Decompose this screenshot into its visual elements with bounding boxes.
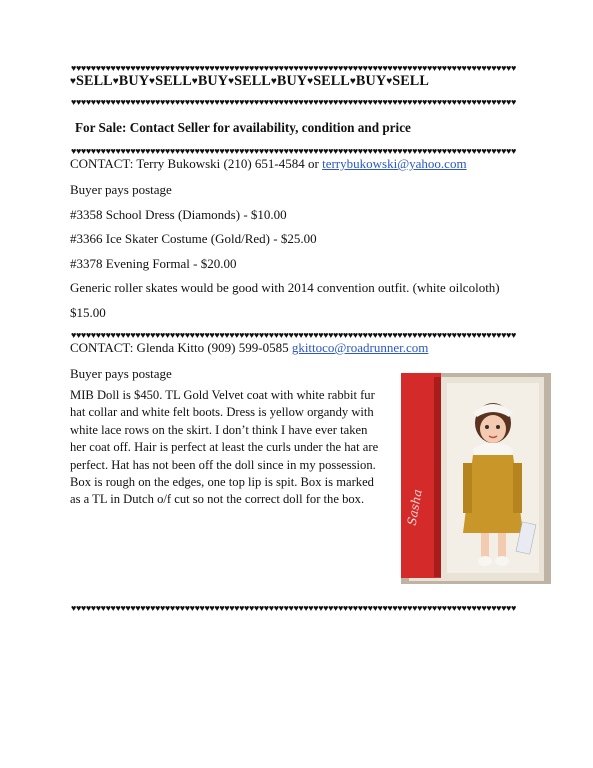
- listing1-item-3378: #3378 Evening Formal - $20.00: [70, 256, 237, 271]
- banner-heart-icon: ♥: [191, 76, 198, 87]
- banner-word: BUY: [276, 73, 308, 89]
- listing1-contact-text: CONTACT: Terry Bukowski (210) 651-4584 or: [70, 156, 323, 171]
- banner-word: SELL: [76, 73, 113, 89]
- listing1-item-skates: Generic roller skates would be good with 2014 convention outfit. (white oilcoloth): [70, 280, 500, 295]
- listing2-description: MIB Doll is $450. TL Gold Velvet coat with white rabbit fur hat collar and white felt boots. Dress is yellow organdy with white lace rows on the skirt. I don’t think I have ever taken her coat off. Hair is perfect at least the curls under the hat are perfect. Hat has not been off the doll since in my possession. Box is rough on the edges, one top lip is spit. Box is marked as a TL in Dutch o/f cut so not the correct doll for the box.: [70, 388, 379, 507]
- sell-buy-banner: [70, 72, 530, 91]
- banner-heart-icon: ♥: [70, 76, 77, 87]
- heart-divider-top: ♥♥♥♥♥♥♥♥♥♥♥♥♥♥♥♥♥♥♥♥♥♥♥♥♥♥♥♥♥♥♥♥♥♥♥♥♥♥♥♥♥♥♥♥♥♥♥♥♥♥♥♥♥♥♥♥♥♥♥♥♥♥♥♥♥♥♥♥♥♥♥♥♥♥♥♥♥♥♥♥♥♥♥♥♥♥♥♥♥♥: [71, 63, 516, 73]
- listing1-contact: [70, 156, 467, 172]
- listing1-email-link[interactable]: terrybukowski@yahoo.com: [322, 156, 467, 171]
- heart-divider-bottom: ♥♥♥♥♥♥♥♥♥♥♥♥♥♥♥♥♥♥♥♥♥♥♥♥♥♥♥♥♥♥♥♥♥♥♥♥♥♥♥♥♥♥♥♥♥♥♥♥♥♥♥♥♥♥♥♥♥♥♥♥♥♥♥♥♥♥♥♥♥♥♥♥♥♥♥♥♥♥♥♥♥♥♥♥♥♥♥♥♥♥: [71, 603, 516, 613]
- box-script-label: Sasha: [404, 488, 425, 527]
- listing1-skates-price: $15.00: [70, 305, 106, 320]
- banner-heart-icon: ♥: [307, 76, 314, 87]
- banner-word: BUY: [197, 73, 229, 89]
- banner-heart-icon: ♥: [112, 76, 119, 87]
- banner-heart-icon: ♥: [228, 76, 235, 87]
- listing2-contact: [70, 340, 428, 356]
- listing1-item-3366: #3366 Ice Skater Costume (Gold/Red) - $25.00: [70, 231, 317, 246]
- banner-heart-icon: ♥: [270, 76, 277, 87]
- heart-divider-2: ♥♥♥♥♥♥♥♥♥♥♥♥♥♥♥♥♥♥♥♥♥♥♥♥♥♥♥♥♥♥♥♥♥♥♥♥♥♥♥♥♥♥♥♥♥♥♥♥♥♥♥♥♥♥♥♥♥♥♥♥♥♥♥♥♥♥♥♥♥♥♥♥♥♥♥♥♥♥♥♥♥♥♥♥♥♥♥♥♥♥: [71, 330, 516, 340]
- banner-heart-icon: ♥: [349, 76, 356, 87]
- listing2-postage: Buyer pays postage: [70, 366, 172, 381]
- banner-word: SELL: [392, 73, 429, 89]
- listing2-email-link[interactable]: gkittoco@roadrunner.com: [291, 340, 429, 355]
- doll-in-box-photo: [401, 373, 551, 584]
- listing2-contact-text: CONTACT: Glenda Kitto (909) 599-0585: [70, 340, 292, 355]
- heart-divider-banner-bottom: ♥♥♥♥♥♥♥♥♥♥♥♥♥♥♥♥♥♥♥♥♥♥♥♥♥♥♥♥♥♥♥♥♥♥♥♥♥♥♥♥♥♥♥♥♥♥♥♥♥♥♥♥♥♥♥♥♥♥♥♥♥♥♥♥♥♥♥♥♥♥♥♥♥♥♥♥♥♥♥♥♥♥♥♥♥♥♥♥♥♥: [71, 97, 516, 107]
- listing1-item-3358: #3358 School Dress (Diamonds) - $10.00: [70, 207, 287, 222]
- banner-word: SELL: [313, 73, 350, 89]
- banner-word: SELL: [155, 73, 192, 89]
- doll-photo-graphic: [401, 373, 551, 584]
- heart-divider-1: ♥♥♥♥♥♥♥♥♥♥♥♥♥♥♥♥♥♥♥♥♥♥♥♥♥♥♥♥♥♥♥♥♥♥♥♥♥♥♥♥♥♥♥♥♥♥♥♥♥♥♥♥♥♥♥♥♥♥♥♥♥♥♥♥♥♥♥♥♥♥♥♥♥♥♥♥♥♥♥♥♥♥♥♥♥♥♥♥♥♥: [71, 146, 516, 156]
- for-sale-heading: For Sale: Contact Seller for availability, condition and price: [75, 120, 411, 135]
- banner-heart-icon: ♥: [386, 76, 393, 87]
- banner-heart-icon: ♥: [149, 76, 156, 87]
- banner-word: BUY: [355, 73, 387, 89]
- listing1-postage: Buyer pays postage: [70, 182, 172, 197]
- banner-word: BUY: [118, 73, 150, 89]
- banner-word: SELL: [234, 73, 271, 89]
